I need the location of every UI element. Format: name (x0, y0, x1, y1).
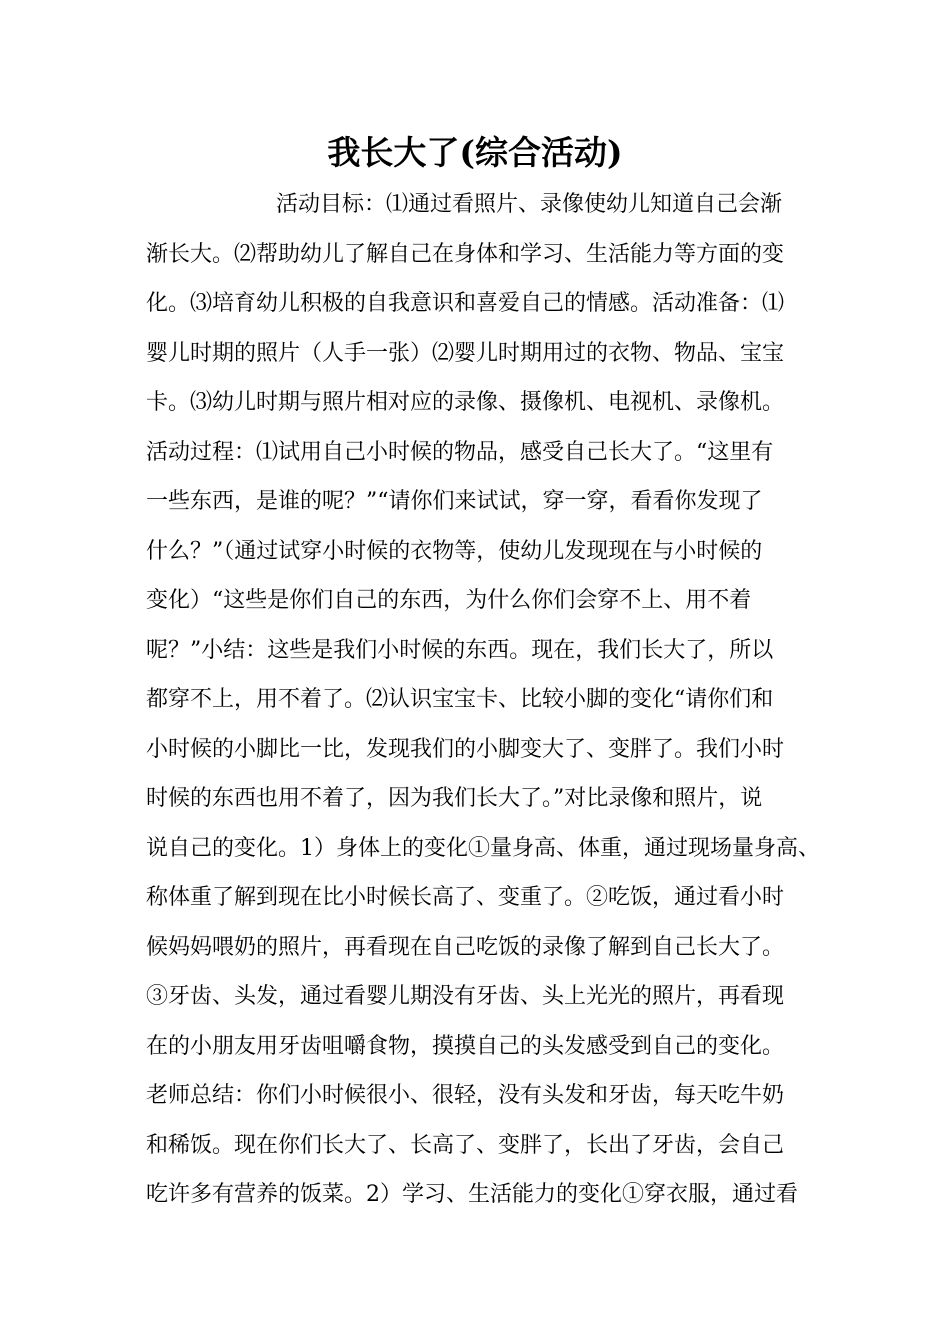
body-line: 说自己的变化。1）身体上的变化①量身高、体重，通过现场量身高、 (146, 835, 820, 861)
body-line: 候妈妈喂奶的照片，再看现在自己吃饭的录像了解到自己长大了。 (146, 934, 785, 960)
body-line: 吃许多有营养的饭菜。2）学习、生活能力的变化①穿衣服，通过看 (146, 1182, 798, 1207)
body-line: ③牙齿、头发，通过看婴儿期没有牙齿、头上光光的照片，再看现 (146, 984, 785, 1009)
body-line: 化。⑶培育幼儿积极的自我意识和喜爱自己的情感。活动准备：⑴ (146, 291, 785, 316)
body-line: 渐长大。⑵帮助幼儿了解自己在身体和学习、生活能力等方面的变 (146, 241, 785, 267)
body-line: 时候的东西也用不着了，因为我们长大了。”对比录像和照片，说 (146, 786, 763, 811)
document-body (146, 180, 820, 1220)
document-title: 我长大了(综合活动) (327, 133, 623, 172)
body-line: 一些东西，是谁的呢？”“请你们来试试，穿一穿，看看你发现了 (146, 489, 763, 514)
body-line: 老师总结：你们小时候很小、很轻，没有头发和牙齿，每天吃牛奶 (146, 1083, 785, 1108)
body-line: 在的小朋友用牙齿咀嚼食物，摸摸自己的头发感受到自己的变化。 (146, 1033, 785, 1059)
body-line: 婴儿时期的照片（人手一张）⑵婴儿时期用过的衣物、物品、宝宝 (146, 340, 785, 366)
body-line: 卡。⑶幼儿时期与照片相对应的录像、摄像机、电视机、录像机。 (146, 390, 785, 415)
body-line: 活动过程：⑴试用自己小时候的物品，感受自己长大了。“这里有 (146, 439, 774, 465)
body-line: 活动目标：⑴通过看照片、录像使幼儿知道自己会渐 (276, 192, 783, 217)
body-line: 小时候的小脚比一比，发现我们的小脚变大了、变胖了。我们小时 (146, 736, 785, 762)
body-line: 变化）“这些是你们自己的东西，为什么你们会穿不上、用不着 (146, 588, 752, 613)
body-line: 和稀饭。现在你们长大了、长高了、变胖了，长出了牙齿，会自己 (146, 1132, 785, 1158)
body-line: 称体重了解到现在比小时候长高了、变重了。②吃饭，通过看小时 (146, 885, 785, 910)
body-line: 都穿不上，用不着了。⑵认识宝宝卡、比较小脚的变化“请你们和 (146, 687, 774, 712)
body-line: 什么？”（通过试穿小时候的衣物等，使幼儿发现现在与小时候的 (146, 538, 763, 564)
body-line: 呢？”小结：这些是我们小时候的东西。现在，我们长大了，所以 (146, 637, 774, 663)
